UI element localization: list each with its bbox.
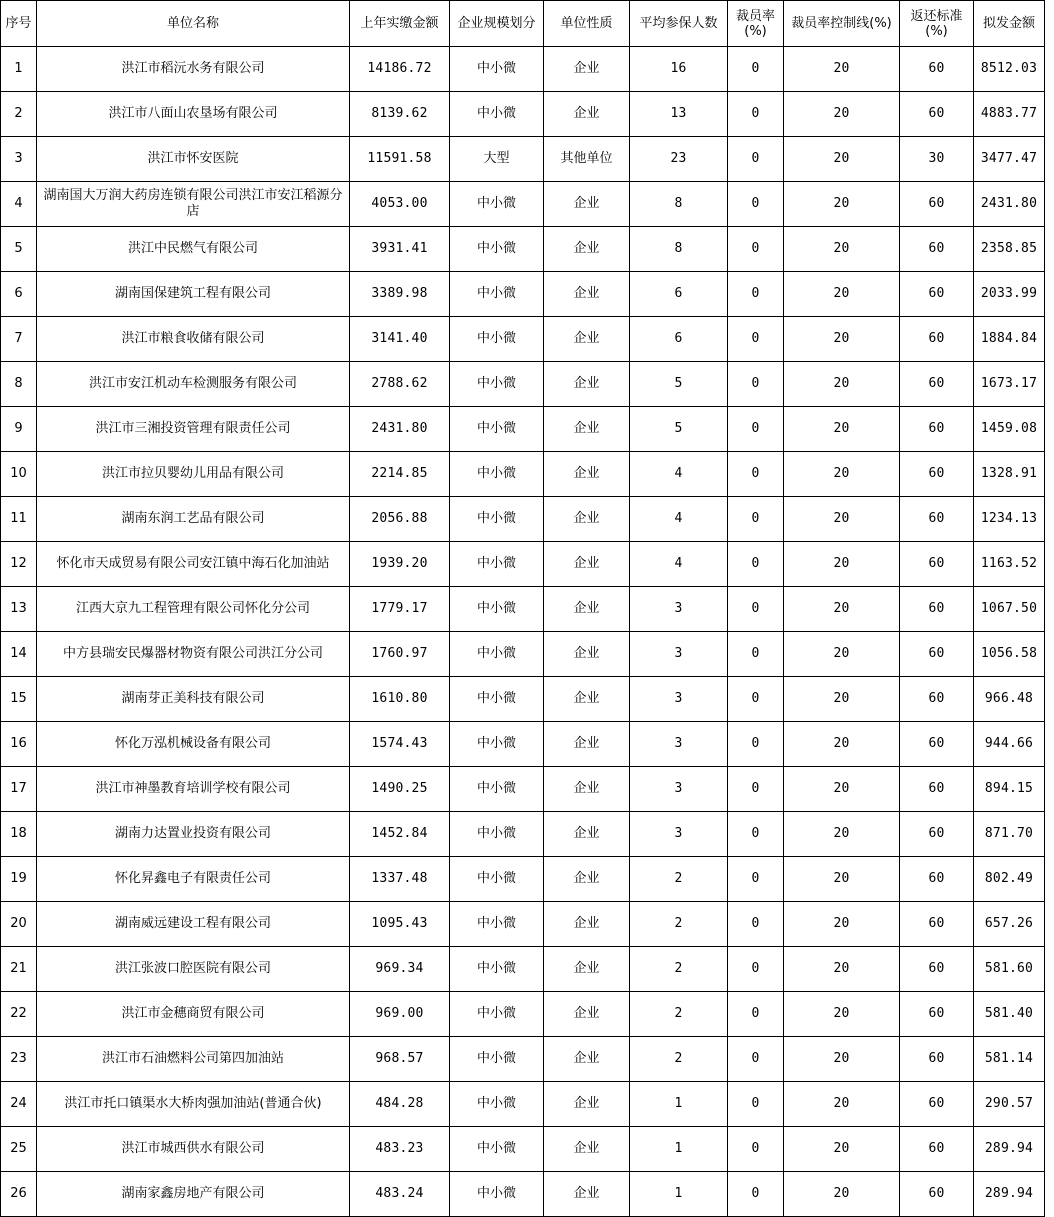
cell-insured: 4 [630, 497, 728, 542]
cell-amount: 871.70 [974, 812, 1045, 857]
cell-seq: 16 [1, 722, 37, 767]
table-row [1, 92, 1045, 137]
table-row [1, 992, 1045, 1037]
cell-control: 20 [784, 677, 900, 722]
cell-unit-name: 湖南力达置业投资有限公司 [37, 812, 350, 857]
cell-amount: 2358.85 [974, 227, 1045, 272]
cell-scale: 中小微 [450, 992, 544, 1037]
cell-rate: 60 [900, 992, 974, 1037]
cell-control: 20 [784, 992, 900, 1037]
cell-paid: 3931.41 [350, 227, 450, 272]
cell-insured: 2 [630, 1037, 728, 1082]
cell-insured: 1 [630, 1127, 728, 1172]
cell-control: 20 [784, 722, 900, 767]
table-row [1, 317, 1045, 362]
cell-insured: 2 [630, 857, 728, 902]
header-name: 单位名称 [37, 1, 350, 47]
cell-paid: 1452.84 [350, 812, 450, 857]
table-row [1, 587, 1045, 632]
cell-seq: 11 [1, 497, 37, 542]
cell-rate: 60 [900, 227, 974, 272]
cell-seq: 26 [1, 1172, 37, 1217]
cell-unit-name: 洪江市三湘投资管理有限责任公司 [37, 407, 350, 452]
cell-paid: 1574.43 [350, 722, 450, 767]
cell-nature: 企业 [544, 92, 630, 137]
header-rate: 返还标准(%) [900, 1, 974, 47]
table-row [1, 137, 1045, 182]
cell-insured: 5 [630, 362, 728, 407]
cell-paid: 968.57 [350, 1037, 450, 1082]
cell-rate: 60 [900, 407, 974, 452]
table-row [1, 182, 1045, 227]
cell-seq: 13 [1, 587, 37, 632]
cell-nature: 企业 [544, 1082, 630, 1127]
cell-insured: 2 [630, 992, 728, 1037]
cell-unit-name: 中方县瑞安民爆器材物资有限公司洪江分公司 [37, 632, 350, 677]
cell-amount: 1884.84 [974, 317, 1045, 362]
cell-control: 20 [784, 47, 900, 92]
cell-rate: 60 [900, 722, 974, 767]
cell-unit-name: 怀化昇鑫电子有限责任公司 [37, 857, 350, 902]
table-row [1, 1082, 1045, 1127]
cell-insured: 1 [630, 1082, 728, 1127]
cell-control: 20 [784, 407, 900, 452]
table-row [1, 632, 1045, 677]
table-row [1, 1037, 1045, 1082]
cell-seq: 3 [1, 137, 37, 182]
cell-nature: 企业 [544, 632, 630, 677]
cell-amount: 581.14 [974, 1037, 1045, 1082]
cell-scale: 中小微 [450, 1172, 544, 1217]
cell-seq: 14 [1, 632, 37, 677]
cell-paid: 1337.48 [350, 857, 450, 902]
cell-scale: 中小微 [450, 947, 544, 992]
cell-paid: 1095.43 [350, 902, 450, 947]
header-paid: 上年实缴金额 [350, 1, 450, 47]
cell-layoff: 0 [728, 1127, 784, 1172]
table-row [1, 947, 1045, 992]
cell-scale: 中小微 [450, 587, 544, 632]
cell-amount: 1056.58 [974, 632, 1045, 677]
cell-insured: 3 [630, 632, 728, 677]
cell-layoff: 0 [728, 947, 784, 992]
cell-unit-name: 怀化市天成贸易有限公司安江镇中海石化加油站 [37, 542, 350, 587]
cell-layoff: 0 [728, 227, 784, 272]
cell-seq: 10 [1, 452, 37, 497]
cell-paid: 2214.85 [350, 452, 450, 497]
cell-scale: 中小微 [450, 362, 544, 407]
cell-layoff: 0 [728, 47, 784, 92]
table-row [1, 767, 1045, 812]
cell-layoff: 0 [728, 317, 784, 362]
cell-unit-name: 洪江市怀安医院 [37, 137, 350, 182]
cell-amount: 894.15 [974, 767, 1045, 812]
cell-insured: 13 [630, 92, 728, 137]
cell-seq: 6 [1, 272, 37, 317]
cell-rate: 60 [900, 452, 974, 497]
cell-unit-name: 洪江中民燃气有限公司 [37, 227, 350, 272]
cell-insured: 3 [630, 767, 728, 812]
table-row [1, 1172, 1045, 1217]
cell-control: 20 [784, 632, 900, 677]
cell-unit-name: 湖南威远建设工程有限公司 [37, 902, 350, 947]
cell-layoff: 0 [728, 272, 784, 317]
table-row [1, 812, 1045, 857]
cell-insured: 2 [630, 947, 728, 992]
cell-seq: 1 [1, 47, 37, 92]
cell-amount: 1234.13 [974, 497, 1045, 542]
cell-paid: 2056.88 [350, 497, 450, 542]
cell-scale: 中小微 [450, 767, 544, 812]
cell-layoff: 0 [728, 407, 784, 452]
cell-seq: 19 [1, 857, 37, 902]
cell-paid: 4053.00 [350, 182, 450, 227]
cell-insured: 2 [630, 902, 728, 947]
header-insured: 平均参保人数 [630, 1, 728, 47]
cell-rate: 60 [900, 497, 974, 542]
cell-amount: 1459.08 [974, 407, 1045, 452]
cell-seq: 15 [1, 677, 37, 722]
cell-control: 20 [784, 1127, 900, 1172]
cell-nature: 企业 [544, 272, 630, 317]
cell-nature: 企业 [544, 902, 630, 947]
cell-paid: 14186.72 [350, 47, 450, 92]
cell-nature: 企业 [544, 722, 630, 767]
cell-paid: 2788.62 [350, 362, 450, 407]
header-layoff: 裁员率(%) [728, 1, 784, 47]
cell-amount: 944.66 [974, 722, 1045, 767]
cell-nature: 企业 [544, 947, 630, 992]
cell-seq: 2 [1, 92, 37, 137]
cell-nature: 企业 [544, 1127, 630, 1172]
table-row [1, 542, 1045, 587]
cell-seq: 24 [1, 1082, 37, 1127]
cell-unit-name: 江西大京九工程管理有限公司怀化分公司 [37, 587, 350, 632]
cell-insured: 4 [630, 542, 728, 587]
cell-unit-name: 怀化万泓机械设备有限公司 [37, 722, 350, 767]
cell-nature: 企业 [544, 677, 630, 722]
cell-layoff: 0 [728, 1037, 784, 1082]
cell-seq: 4 [1, 182, 37, 227]
header-amount: 拟发金额 [974, 1, 1045, 47]
cell-seq: 12 [1, 542, 37, 587]
cell-unit-name: 洪江市安江机动车检测服务有限公司 [37, 362, 350, 407]
cell-amount: 581.40 [974, 992, 1045, 1037]
cell-rate: 60 [900, 812, 974, 857]
cell-amount: 2033.99 [974, 272, 1045, 317]
cell-unit-name: 湖南东润工艺品有限公司 [37, 497, 350, 542]
cell-paid: 969.00 [350, 992, 450, 1037]
cell-scale: 大型 [450, 137, 544, 182]
header-seq: 序号 [1, 1, 37, 47]
cell-rate: 60 [900, 767, 974, 812]
cell-control: 20 [784, 317, 900, 362]
cell-rate: 60 [900, 947, 974, 992]
cell-control: 20 [784, 452, 900, 497]
cell-amount: 1163.52 [974, 542, 1045, 587]
cell-rate: 60 [900, 92, 974, 137]
table-row [1, 497, 1045, 542]
cell-paid: 969.34 [350, 947, 450, 992]
cell-paid: 3141.40 [350, 317, 450, 362]
cell-insured: 1 [630, 1172, 728, 1217]
cell-scale: 中小微 [450, 407, 544, 452]
cell-amount: 4883.77 [974, 92, 1045, 137]
cell-scale: 中小微 [450, 227, 544, 272]
cell-amount: 290.57 [974, 1082, 1045, 1127]
cell-amount: 3477.47 [974, 137, 1045, 182]
cell-nature: 企业 [544, 497, 630, 542]
cell-insured: 4 [630, 452, 728, 497]
cell-rate: 60 [900, 587, 974, 632]
cell-seq: 17 [1, 767, 37, 812]
header-control: 裁员率控制线(%) [784, 1, 900, 47]
cell-control: 20 [784, 1082, 900, 1127]
cell-rate: 60 [900, 632, 974, 677]
cell-unit-name: 洪江市石油燃料公司第四加油站 [37, 1037, 350, 1082]
cell-amount: 966.48 [974, 677, 1045, 722]
cell-nature: 企业 [544, 542, 630, 587]
cell-control: 20 [784, 767, 900, 812]
cell-insured: 6 [630, 272, 728, 317]
cell-scale: 中小微 [450, 1082, 544, 1127]
cell-seq: 25 [1, 1127, 37, 1172]
cell-unit-name: 湖南家鑫房地产有限公司 [37, 1172, 350, 1217]
cell-unit-name: 湖南国保建筑工程有限公司 [37, 272, 350, 317]
cell-nature: 企业 [544, 227, 630, 272]
cell-unit-name: 湖南国大万润大药房连锁有限公司洪江市安江稻源分店 [37, 182, 350, 227]
cell-scale: 中小微 [450, 182, 544, 227]
cell-layoff: 0 [728, 812, 784, 857]
cell-control: 20 [784, 1172, 900, 1217]
cell-insured: 8 [630, 182, 728, 227]
cell-control: 20 [784, 182, 900, 227]
cell-insured: 3 [630, 812, 728, 857]
cell-amount: 1328.91 [974, 452, 1045, 497]
cell-insured: 8 [630, 227, 728, 272]
cell-layoff: 0 [728, 722, 784, 767]
cell-nature: 企业 [544, 992, 630, 1037]
cell-seq: 7 [1, 317, 37, 362]
cell-control: 20 [784, 947, 900, 992]
cell-paid: 2431.80 [350, 407, 450, 452]
cell-paid: 1760.97 [350, 632, 450, 677]
header-row [1, 1, 1045, 47]
cell-nature: 企业 [544, 47, 630, 92]
cell-control: 20 [784, 857, 900, 902]
cell-paid: 1939.20 [350, 542, 450, 587]
cell-nature: 企业 [544, 767, 630, 812]
cell-insured: 23 [630, 137, 728, 182]
cell-control: 20 [784, 497, 900, 542]
cell-control: 20 [784, 92, 900, 137]
cell-unit-name: 洪江市神墨教育培训学校有限公司 [37, 767, 350, 812]
cell-control: 20 [784, 812, 900, 857]
table-row [1, 677, 1045, 722]
cell-scale: 中小微 [450, 317, 544, 362]
cell-unit-name: 洪江市粮食收储有限公司 [37, 317, 350, 362]
cell-rate: 30 [900, 137, 974, 182]
cell-nature: 企业 [544, 407, 630, 452]
cell-seq: 8 [1, 362, 37, 407]
cell-unit-name: 洪江市拉贝婴幼儿用品有限公司 [37, 452, 350, 497]
cell-nature: 企业 [544, 812, 630, 857]
cell-amount: 2431.80 [974, 182, 1045, 227]
cell-insured: 3 [630, 722, 728, 767]
cell-rate: 60 [900, 1172, 974, 1217]
cell-layoff: 0 [728, 542, 784, 587]
cell-amount: 1673.17 [974, 362, 1045, 407]
table-row [1, 452, 1045, 497]
cell-layoff: 0 [728, 1082, 784, 1127]
cell-rate: 60 [900, 1127, 974, 1172]
cell-amount: 581.60 [974, 947, 1045, 992]
table-row [1, 47, 1045, 92]
table-row [1, 1127, 1045, 1172]
cell-nature: 企业 [544, 182, 630, 227]
cell-control: 20 [784, 227, 900, 272]
cell-paid: 3389.98 [350, 272, 450, 317]
cell-layoff: 0 [728, 857, 784, 902]
cell-rate: 60 [900, 542, 974, 587]
cell-rate: 60 [900, 1037, 974, 1082]
cell-scale: 中小微 [450, 812, 544, 857]
cell-layoff: 0 [728, 362, 784, 407]
cell-paid: 483.24 [350, 1172, 450, 1217]
cell-insured: 3 [630, 587, 728, 632]
cell-scale: 中小微 [450, 47, 544, 92]
cell-scale: 中小微 [450, 542, 544, 587]
cell-scale: 中小微 [450, 497, 544, 542]
cell-seq: 21 [1, 947, 37, 992]
cell-rate: 60 [900, 677, 974, 722]
cell-insured: 16 [630, 47, 728, 92]
cell-layoff: 0 [728, 767, 784, 812]
cell-amount: 8512.03 [974, 47, 1045, 92]
cell-layoff: 0 [728, 92, 784, 137]
cell-nature: 其他单位 [544, 137, 630, 182]
cell-layoff: 0 [728, 902, 784, 947]
cell-unit-name: 洪江张波口腔医院有限公司 [37, 947, 350, 992]
cell-amount: 802.49 [974, 857, 1045, 902]
cell-control: 20 [784, 587, 900, 632]
cell-paid: 483.23 [350, 1127, 450, 1172]
cell-insured: 5 [630, 407, 728, 452]
cell-scale: 中小微 [450, 632, 544, 677]
header-scale: 企业规模划分 [450, 1, 544, 47]
cell-rate: 60 [900, 317, 974, 362]
cell-nature: 企业 [544, 362, 630, 407]
cell-control: 20 [784, 137, 900, 182]
cell-nature: 企业 [544, 1172, 630, 1217]
cell-rate: 60 [900, 47, 974, 92]
cell-nature: 企业 [544, 857, 630, 902]
cell-layoff: 0 [728, 677, 784, 722]
cell-insured: 6 [630, 317, 728, 362]
table-row [1, 272, 1045, 317]
cell-rate: 60 [900, 857, 974, 902]
cell-unit-name: 洪江市托口镇渠水大桥肉强加油站(普通合伙) [37, 1082, 350, 1127]
cell-seq: 23 [1, 1037, 37, 1082]
cell-control: 20 [784, 272, 900, 317]
cell-paid: 11591.58 [350, 137, 450, 182]
cell-nature: 企业 [544, 1037, 630, 1082]
cell-scale: 中小微 [450, 722, 544, 767]
cell-seq: 20 [1, 902, 37, 947]
cell-rate: 60 [900, 1082, 974, 1127]
cell-scale: 中小微 [450, 452, 544, 497]
cell-rate: 60 [900, 362, 974, 407]
cell-control: 20 [784, 542, 900, 587]
cell-unit-name: 洪江市城西供水有限公司 [37, 1127, 350, 1172]
cell-nature: 企业 [544, 587, 630, 632]
cell-unit-name: 湖南芽正美科技有限公司 [37, 677, 350, 722]
cell-rate: 60 [900, 272, 974, 317]
table-row [1, 857, 1045, 902]
cell-layoff: 0 [728, 632, 784, 677]
cell-layoff: 0 [728, 992, 784, 1037]
cell-paid: 8139.62 [350, 92, 450, 137]
cell-scale: 中小微 [450, 902, 544, 947]
cell-seq: 22 [1, 992, 37, 1037]
cell-layoff: 0 [728, 182, 784, 227]
cell-amount: 289.94 [974, 1172, 1045, 1217]
cell-control: 20 [784, 902, 900, 947]
header-nature: 单位性质 [544, 1, 630, 47]
cell-layoff: 0 [728, 1172, 784, 1217]
cell-amount: 1067.50 [974, 587, 1045, 632]
table-row [1, 407, 1045, 452]
cell-unit-name: 洪江市金穗商贸有限公司 [37, 992, 350, 1037]
cell-seq: 18 [1, 812, 37, 857]
cell-scale: 中小微 [450, 92, 544, 137]
cell-unit-name: 洪江市稻沅水务有限公司 [37, 47, 350, 92]
table-row [1, 227, 1045, 272]
cell-nature: 企业 [544, 317, 630, 362]
table-row [1, 362, 1045, 407]
cell-scale: 中小微 [450, 677, 544, 722]
cell-paid: 1779.17 [350, 587, 450, 632]
cell-unit-name: 洪江市八面山农垦场有限公司 [37, 92, 350, 137]
cell-seq: 9 [1, 407, 37, 452]
cell-paid: 484.28 [350, 1082, 450, 1127]
cell-rate: 60 [900, 182, 974, 227]
cell-paid: 1610.80 [350, 677, 450, 722]
cell-seq: 5 [1, 227, 37, 272]
cell-layoff: 0 [728, 497, 784, 542]
cell-amount: 657.26 [974, 902, 1045, 947]
cell-control: 20 [784, 362, 900, 407]
cell-layoff: 0 [728, 452, 784, 497]
cell-control: 20 [784, 1037, 900, 1082]
table-row [1, 902, 1045, 947]
cell-rate: 60 [900, 902, 974, 947]
cell-paid: 1490.25 [350, 767, 450, 812]
table-body [1, 47, 1045, 1217]
cell-scale: 中小微 [450, 272, 544, 317]
cell-nature: 企业 [544, 452, 630, 497]
cell-layoff: 0 [728, 587, 784, 632]
table-row [1, 722, 1045, 767]
cell-scale: 中小微 [450, 1037, 544, 1082]
cell-insured: 3 [630, 677, 728, 722]
cell-scale: 中小微 [450, 1127, 544, 1172]
cell-amount: 289.94 [974, 1127, 1045, 1172]
cell-scale: 中小微 [450, 857, 544, 902]
cell-layoff: 0 [728, 137, 784, 182]
